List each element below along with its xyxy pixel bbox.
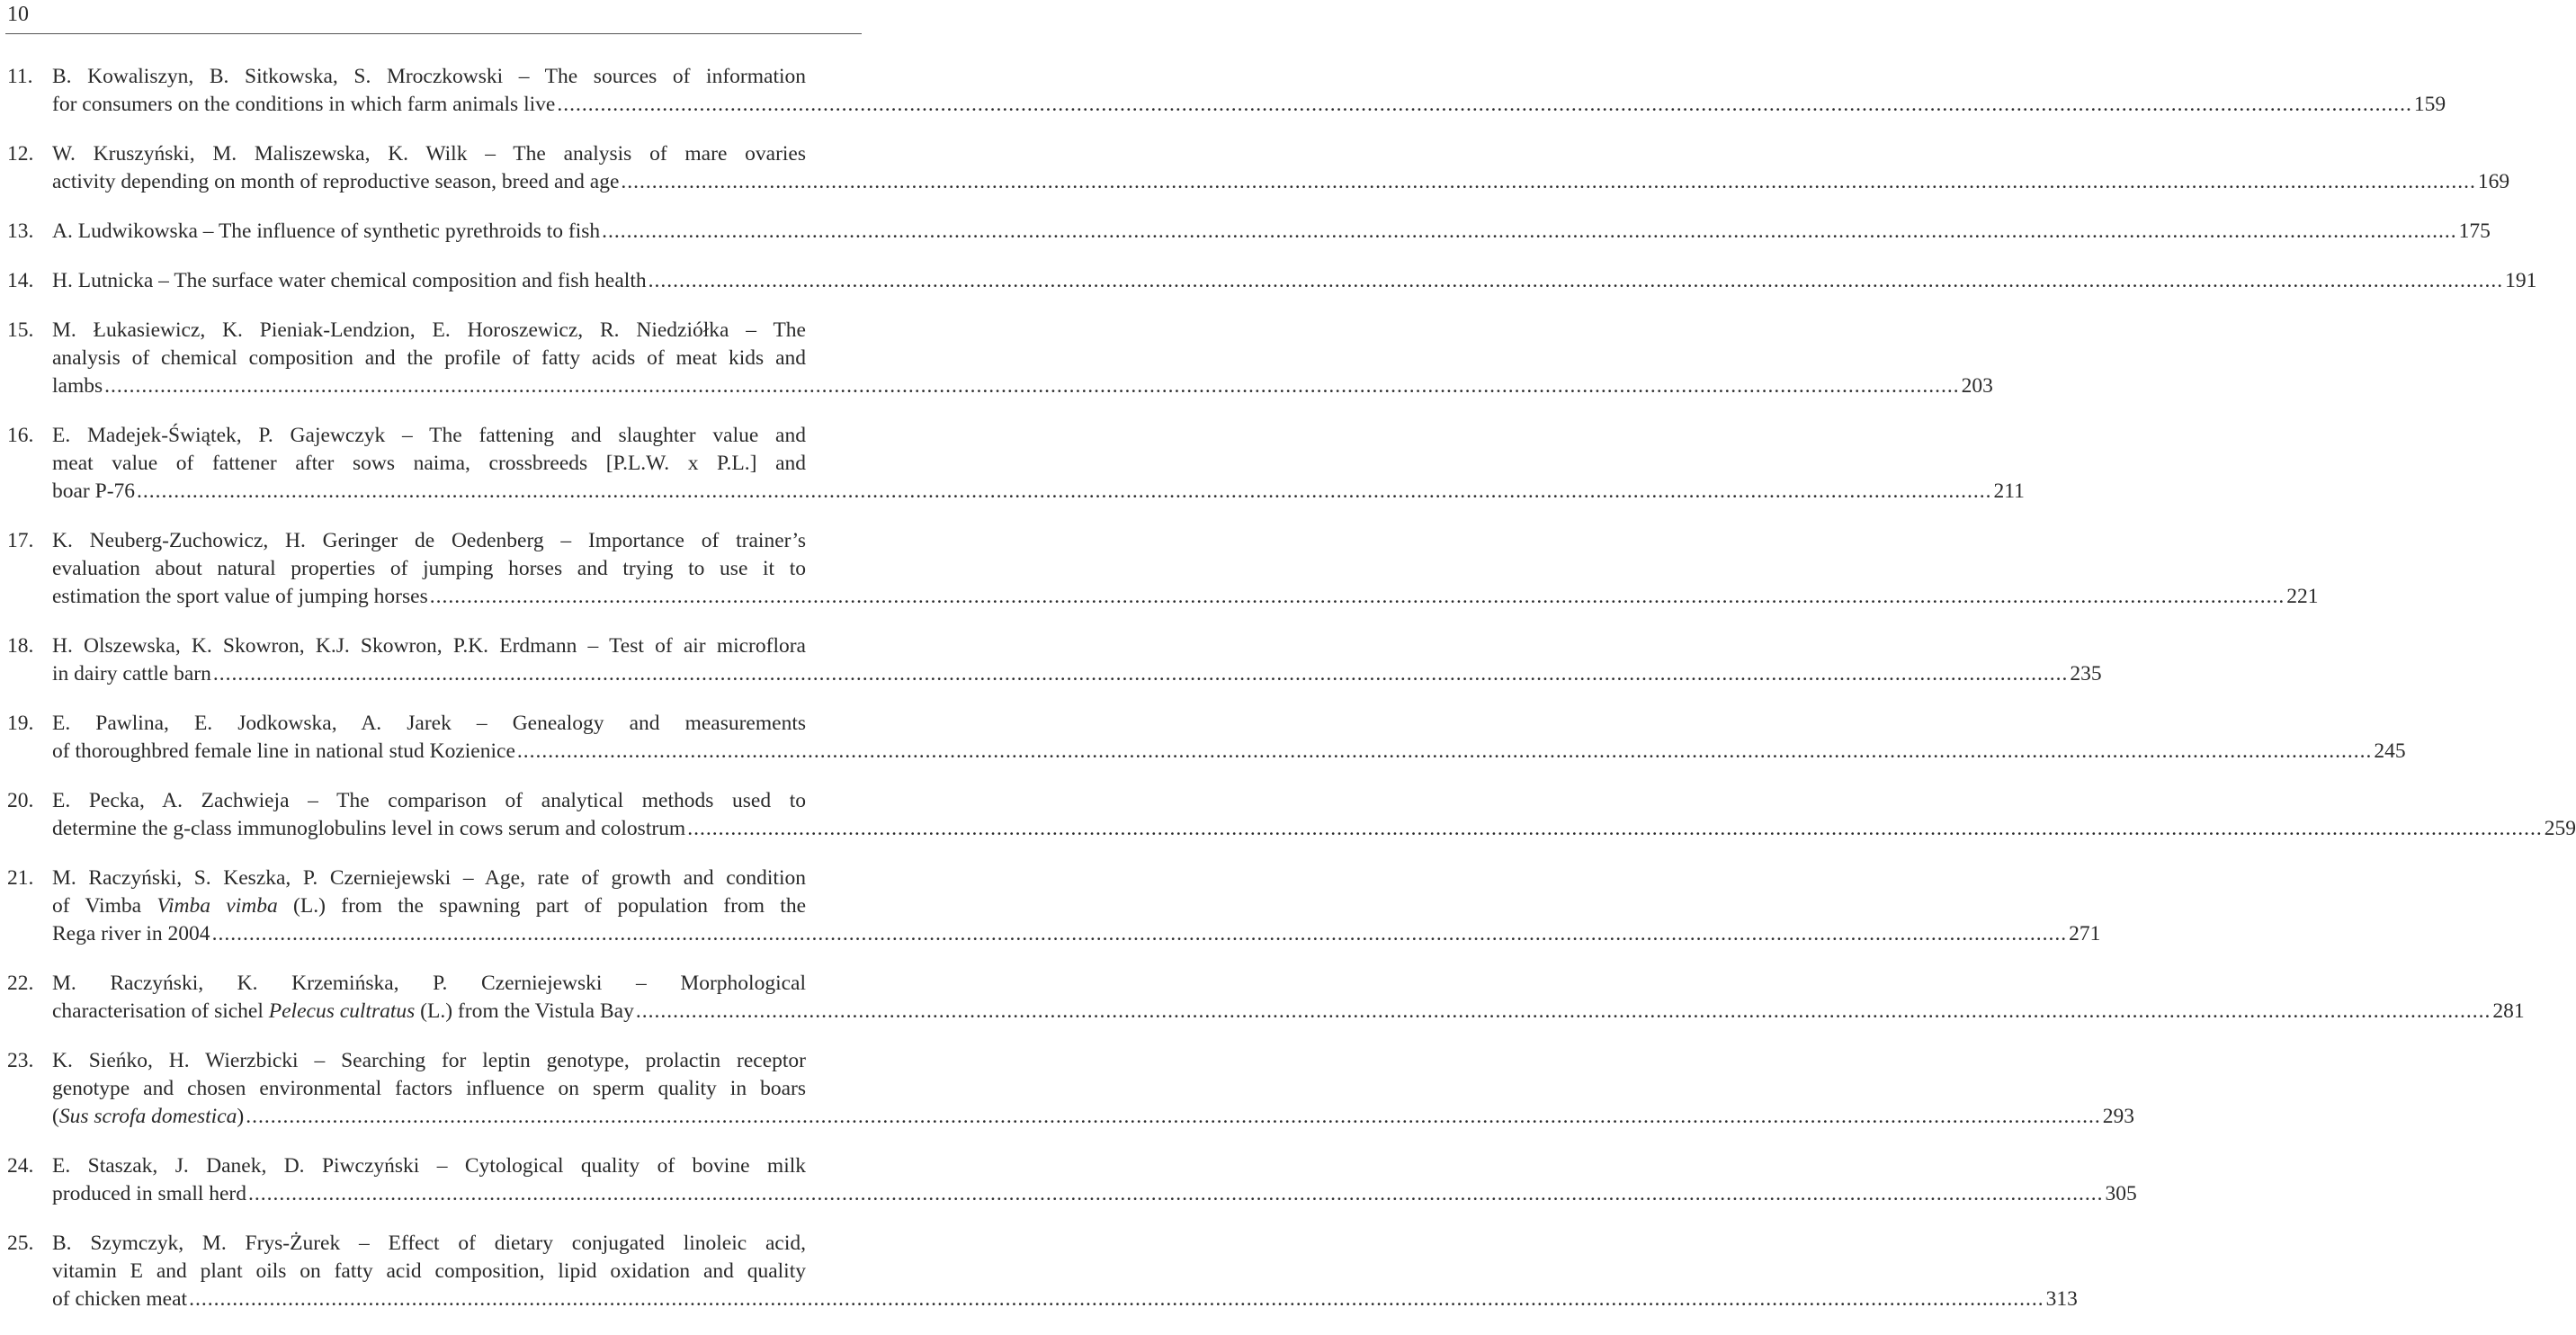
page-ref: 281 <box>2492 999 2525 1023</box>
page-ref: 245 <box>2374 739 2406 763</box>
entry-last-line <box>52 998 2525 1026</box>
entry-line: W. Kruszyński, M. Maliszewska, K. Wilk – The analysis of mare ovaries <box>52 142 806 166</box>
entry-line: B. Kowaliszyn, B. Sitkowska, S. Mroczkowski – The sources of information <box>52 65 806 88</box>
entry-number: 13. <box>7 220 34 243</box>
page-ref: 221 <box>2286 585 2319 608</box>
dot-leader: ............................................................................................................................................................................................................................................................................................................ <box>648 269 2504 292</box>
entry-last-line <box>52 372 1993 400</box>
page-ref: 203 <box>1961 374 1993 398</box>
entry-text <box>52 63 2446 119</box>
header-rule <box>5 33 862 34</box>
entry-line: M. Łukasiewicz, K. Pieniak-Lendzion, E. Horoszewicz, R. Niedziółka – The <box>52 318 806 342</box>
entry-line: M. Raczyński, S. Keszka, P. Czerniejewski – Age, rate of growth and condition <box>52 866 806 890</box>
dot-leader: ............................................................................................................................................................................................................................................................................................................ <box>189 1287 2044 1311</box>
species-name: Pelecus cultratus <box>268 999 416 1023</box>
entry-number: 23. <box>7 1049 34 1072</box>
page-ref: 211 <box>1993 479 2025 503</box>
toc-entry <box>0 1230 2078 1313</box>
entry-line: E. Pawlina, E. Jodkowska, A. Jarek – Genealogy and measurements <box>52 712 806 735</box>
entry-last-line <box>52 1103 2134 1131</box>
entry-text <box>52 267 2537 295</box>
entry-number: 22. <box>7 972 34 995</box>
entry-text <box>52 1230 2078 1313</box>
entry-number: 14. <box>7 269 34 292</box>
toc-entry <box>0 1047 2134 1131</box>
entry-text <box>52 787 2576 843</box>
species-name: Sus scrofa domestica <box>58 1105 237 1128</box>
dot-leader: ............................................................................................................................................................................................................................................................................................................ <box>137 479 1992 503</box>
page-ref: 191 <box>2505 269 2537 292</box>
entry-text <box>52 1047 2134 1131</box>
entry-title-end: estimation the sport value of jumping horses <box>52 585 428 608</box>
entry-last-line <box>52 218 2491 246</box>
entry-text <box>52 527 2319 611</box>
dot-leader: ............................................................................................................................................................................................................................................................................................................ <box>687 817 2543 840</box>
page-ref: 169 <box>2477 170 2510 193</box>
text-run: (L.) from the spawning part of population from the <box>277 894 807 918</box>
toc-entry <box>0 632 2102 688</box>
entry-title-end: produced in small herd <box>52 1182 247 1205</box>
entry-title-end: activity depending on month of reproductive season, breed and age <box>52 170 620 193</box>
entry-last-line <box>52 478 2025 506</box>
entry-number: 19. <box>7 712 34 735</box>
entry-title-end: H. Lutnicka – The surface water chemical composition and fish health <box>52 269 647 292</box>
entry-title-end: in dairy cattle barn <box>52 662 211 685</box>
entry-line: B. Szymczyk, M. Frys-Żurek – Effect of dietary conjugated linoleic acid, <box>52 1232 806 1255</box>
dot-leader: ............................................................................................................................................................................................................................................................................................................ <box>557 93 2412 116</box>
text-run: ( <box>52 1105 59 1128</box>
dot-leader: ............................................................................................................................................................................................................................................................................................................ <box>212 662 2069 685</box>
entry-last-line <box>52 1180 2137 1208</box>
entry-line: meat value of fattener after sows naima, crossbreeds [P.L.W. x P.L.] and <box>52 452 806 475</box>
entry-title-end: of chicken meat <box>52 1287 188 1311</box>
entry-line: H. Olszewska, K. Skowron, K.J. Skowron, P.K. Erdmann – Test of air microflora <box>52 634 806 658</box>
entry-text <box>52 317 1993 400</box>
dot-leader: ............................................................................................................................................................................................................................................................................................................ <box>211 922 2068 945</box>
page-ref: 175 <box>2458 220 2491 243</box>
text-run: ) <box>237 1105 245 1128</box>
page-ref: 235 <box>2070 662 2102 685</box>
page-ref: 293 <box>2102 1105 2134 1128</box>
entry-title-end: for consumers on the conditions in which farm animals live <box>52 93 556 116</box>
entry-last-line <box>52 91 2446 119</box>
entry-title-end: lambs <box>52 374 103 398</box>
entry-title-end: boar P-76 <box>52 479 136 503</box>
entry-last-line <box>52 168 2510 196</box>
page-ref: 313 <box>2045 1287 2078 1311</box>
toc-entry <box>0 970 2525 1026</box>
entry-title-end: A. Ludwikowska – The influence of synthetic pyrethroids to fish <box>52 220 601 243</box>
toc-entry <box>0 787 2576 843</box>
entry-line: genotype and chosen environmental factors influence on sperm quality in boars <box>52 1077 806 1100</box>
entry-number: 15. <box>7 318 34 342</box>
entry-text <box>52 140 2510 196</box>
dot-leader: ............................................................................................................................................................................................................................................................................................................ <box>602 220 2457 243</box>
toc-entry <box>0 267 2537 295</box>
dot-leader: ............................................................................................................................................................................................................................................................................................................ <box>635 999 2491 1023</box>
entry-last-line <box>52 738 2406 766</box>
entry-line <box>52 892 806 920</box>
entry-text <box>52 422 2025 506</box>
toc-entry <box>0 63 2446 119</box>
entry-line: E. Staszak, J. Danek, D. Piwczyński – Cytological quality of bovine milk <box>52 1154 806 1178</box>
entry-line: E. Pecka, A. Zachwieja – The comparison of analytical methods used to <box>52 789 806 812</box>
toc-entry <box>0 710 2406 766</box>
toc-entry <box>0 317 1993 400</box>
dot-leader: ............................................................................................................................................................................................................................................................................................................ <box>516 739 2373 763</box>
toc-entry <box>0 422 2025 506</box>
dot-leader: ............................................................................................................................................................................................................................................................................................................ <box>621 170 2476 193</box>
entry-last-line <box>52 920 2101 948</box>
entry-line: M. Raczyński, K. Krzemińska, P. Czerniejewski – Morphological <box>52 972 806 995</box>
entry-last-line <box>52 815 2576 843</box>
entry-text <box>52 1152 2137 1208</box>
entry-title-end: of thoroughbred female line in national stud Kozienice <box>52 739 515 763</box>
entry-line: evaluation about natural properties of jumping horses and trying to use it to <box>52 557 806 580</box>
text-run: characterisation of sichel <box>52 999 269 1023</box>
entry-number: 24. <box>7 1154 34 1178</box>
entry-title-end <box>52 1103 244 1131</box>
dot-leader: ............................................................................................................................................................................................................................................................................................................ <box>246 1105 2101 1128</box>
entry-text <box>52 632 2102 688</box>
entry-text <box>52 218 2491 246</box>
entry-title-end: determine the g-class immunoglobulins level in cows serum and colostrum <box>52 817 686 840</box>
entry-number: 18. <box>7 634 34 658</box>
entry-text <box>52 710 2406 766</box>
page-number: 10 <box>7 3 29 26</box>
entry-number: 21. <box>7 866 34 890</box>
dot-leader: ............................................................................................................................................................................................................................................................................................................ <box>248 1182 2104 1205</box>
toc-entry <box>0 218 2491 246</box>
dot-leader: ............................................................................................................................................................................................................................................................................................................ <box>104 374 1960 398</box>
toc-entry <box>0 527 2319 611</box>
species-name: Vimba vimba <box>157 894 278 918</box>
toc-entry <box>0 1152 2137 1208</box>
entry-last-line <box>52 267 2537 295</box>
entry-text <box>52 865 2101 948</box>
toc-entry <box>0 865 2101 948</box>
entry-title-end <box>52 998 634 1026</box>
entry-last-line <box>52 1286 2078 1313</box>
toc-entry <box>0 140 2510 196</box>
entry-line: K. Neuberg-Zuchowicz, H. Geringer de Oedenberg – Importance of trainer’s <box>52 529 806 552</box>
entry-number: 12. <box>7 142 34 166</box>
dot-leader: ............................................................................................................................................................................................................................................................................................................ <box>429 585 2285 608</box>
page-ref: 271 <box>2069 922 2101 945</box>
text-run: (L.) from the Vistula Bay <box>415 999 634 1023</box>
entry-line: vitamin E and plant oils on fatty acid composition, lipid oxidation and quality <box>52 1259 806 1283</box>
page-ref: 305 <box>2105 1182 2137 1205</box>
page-ref: 259 <box>2544 817 2576 840</box>
entry-text <box>52 970 2525 1026</box>
entry-number: 25. <box>7 1232 34 1255</box>
entry-number: 17. <box>7 529 34 552</box>
entry-number: 16. <box>7 424 34 447</box>
text-run: of Vimba <box>52 894 157 918</box>
entry-last-line <box>52 660 2102 688</box>
entry-line: K. Sieńko, H. Wierzbicki – Searching for leptin genotype, prolactin receptor <box>52 1049 806 1072</box>
entry-line: E. Madejek-Świątek, P. Gajewczyk – The fattening and slaughter value and <box>52 424 806 447</box>
entry-last-line <box>52 583 2319 611</box>
entry-number: 11. <box>7 65 33 88</box>
entry-title-end: Rega river in 2004 <box>52 922 210 945</box>
page-ref: 159 <box>2413 93 2446 116</box>
table-of-contents <box>0 63 2576 1335</box>
entry-line: analysis of chemical composition and the profile of fatty acids of meat kids and <box>52 346 806 370</box>
entry-number: 20. <box>7 789 34 812</box>
